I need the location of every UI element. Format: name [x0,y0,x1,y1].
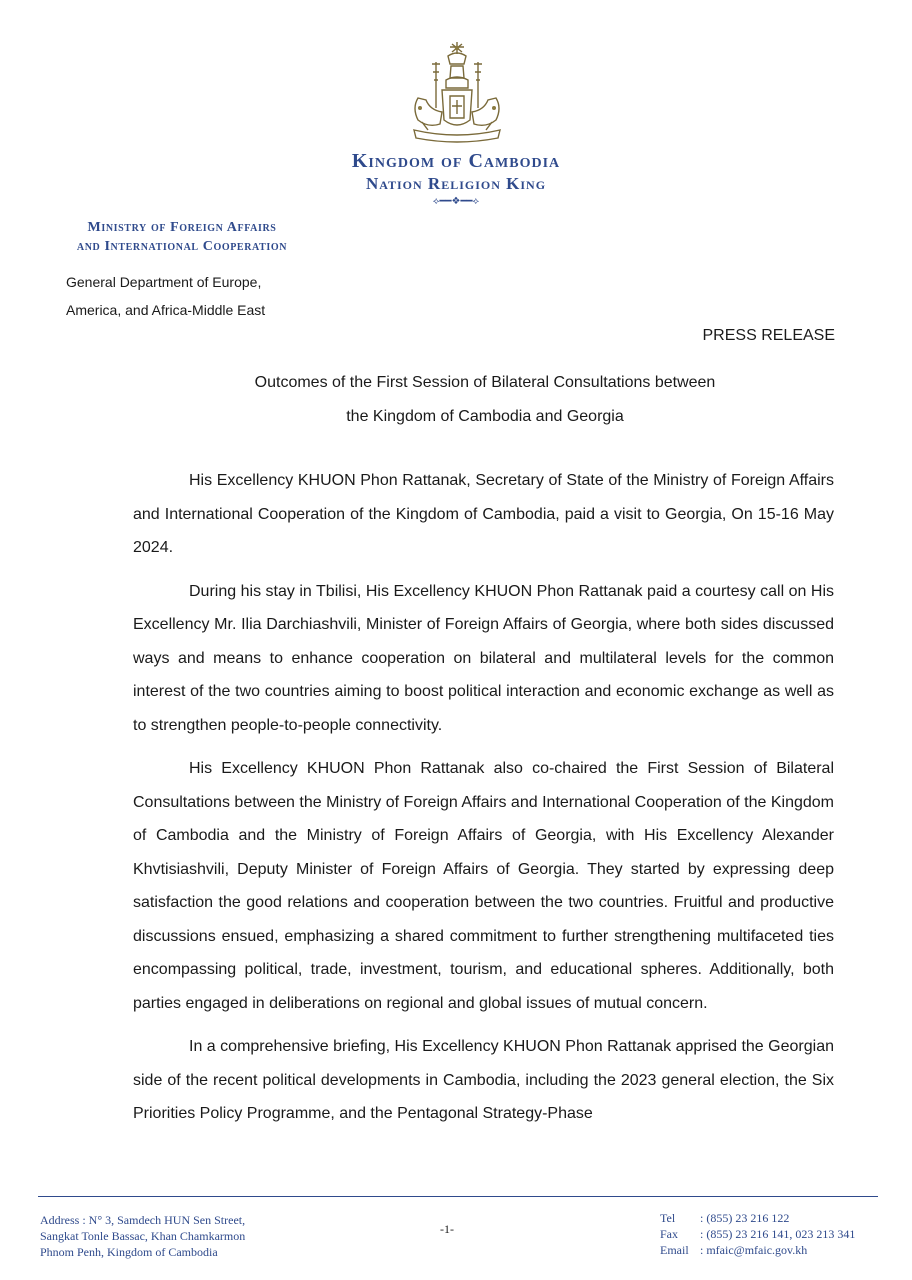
department-line-1: General Department of Europe, [66,274,262,290]
document-type: PRESS RELEASE [702,327,835,344]
ministry-name [42,218,322,256]
footer-address [40,1212,245,1260]
department-line-2: America, and Africa-Middle East [66,302,266,318]
paragraph: His Excellency KHUON Phon Rattanak, Secretary of State of the Ministry of Foreign Affairs and International Cooperation of the Kingdom of Cambodia, paid a visit to Georgia, On 15-16 May 2024. [133,472,834,556]
email-link[interactable]: : mfaic@mfaic.gov.kh [700,1243,808,1257]
page-number: -1- [440,1222,454,1236]
fax-value: : (855) 23 216 141, 023 213 341 [700,1227,856,1241]
address-line-3: Phnom Penh, Kingdom of Cambodia [40,1245,218,1259]
title-line-2: the Kingdom of Cambodia and Georgia [346,408,624,425]
ornament-divider: ⟡━━❖━━⟡ [432,196,480,207]
footer-divider [38,1196,878,1197]
tel-label: Tel [660,1211,676,1225]
cambodia-royal-arms-icon [398,38,516,150]
country-heading: Kingdom of Cambodia [351,150,561,172]
paragraph: During his stay in Tbilisi, His Excellency KHUON Phon Rattanak paid a courtesy call on His Excellency Mr. Ilia Darchiashvili, Minister of Foreign Affairs of Georgia, where both sides discussed ways and means to enhance cooperation on bilateral and multilateral levels for the common interest of the two countries aiming to boost political interaction and economic exchange as well as to strengthen people-to-people connectivity. [133,582,834,734]
motto-heading: Nation Religion King [365,174,547,193]
body-text [133,464,834,1141]
paragraph: His Excellency KHUON Phon Rattanak also co-chaired the First Session of Bilateral Consultations between the Ministry of Foreign Affairs and International Cooperation of the Kingdom of Cambodia and the Ministry of Foreign Affairs of Georgia, with His Excellency Alexander Khvtisiashvili, Deputy Minister of Foreign Affairs of Georgia. They started by expressing deep satisfaction the good relations and cooperation between the two countries. Fruitful and productive discussions ensued, emphasizing a shared commitment to further strengthening multifaceted ties encompassing political, trade, investment, tourism, and educational spheres. Additionally, both parties engaged in deliberations on regional and global issues of mutual concern. [133,760,834,1012]
tel-value: : (855) 23 216 122 [700,1211,790,1225]
paragraph: In a comprehensive briefing, His Excellency KHUON Phon Rattanak apprised the Georgian side of the recent political developments in Cambodia, including the 2023 general election, the Six Priorities Policy Programme, and the Pentagonal Strategy-Phase [133,1038,834,1122]
ministry-line-2: and International Cooperation [76,239,288,254]
address-line-2: Sangkat Tonle Bassac, Khan Chamkarmon [40,1229,246,1243]
email-label: Email [660,1243,689,1257]
fax-label: Fax [660,1227,678,1241]
department-name [66,268,265,324]
address-line-1: Address : N° 3, Samdech HUN Sen Street, [40,1213,246,1227]
ministry-line-1: Ministry of Foreign Affairs [87,220,277,235]
document-title [0,366,912,434]
footer-contact [660,1210,855,1258]
title-line-1: Outcomes of the First Session of Bilateral Consultations between [254,374,716,391]
